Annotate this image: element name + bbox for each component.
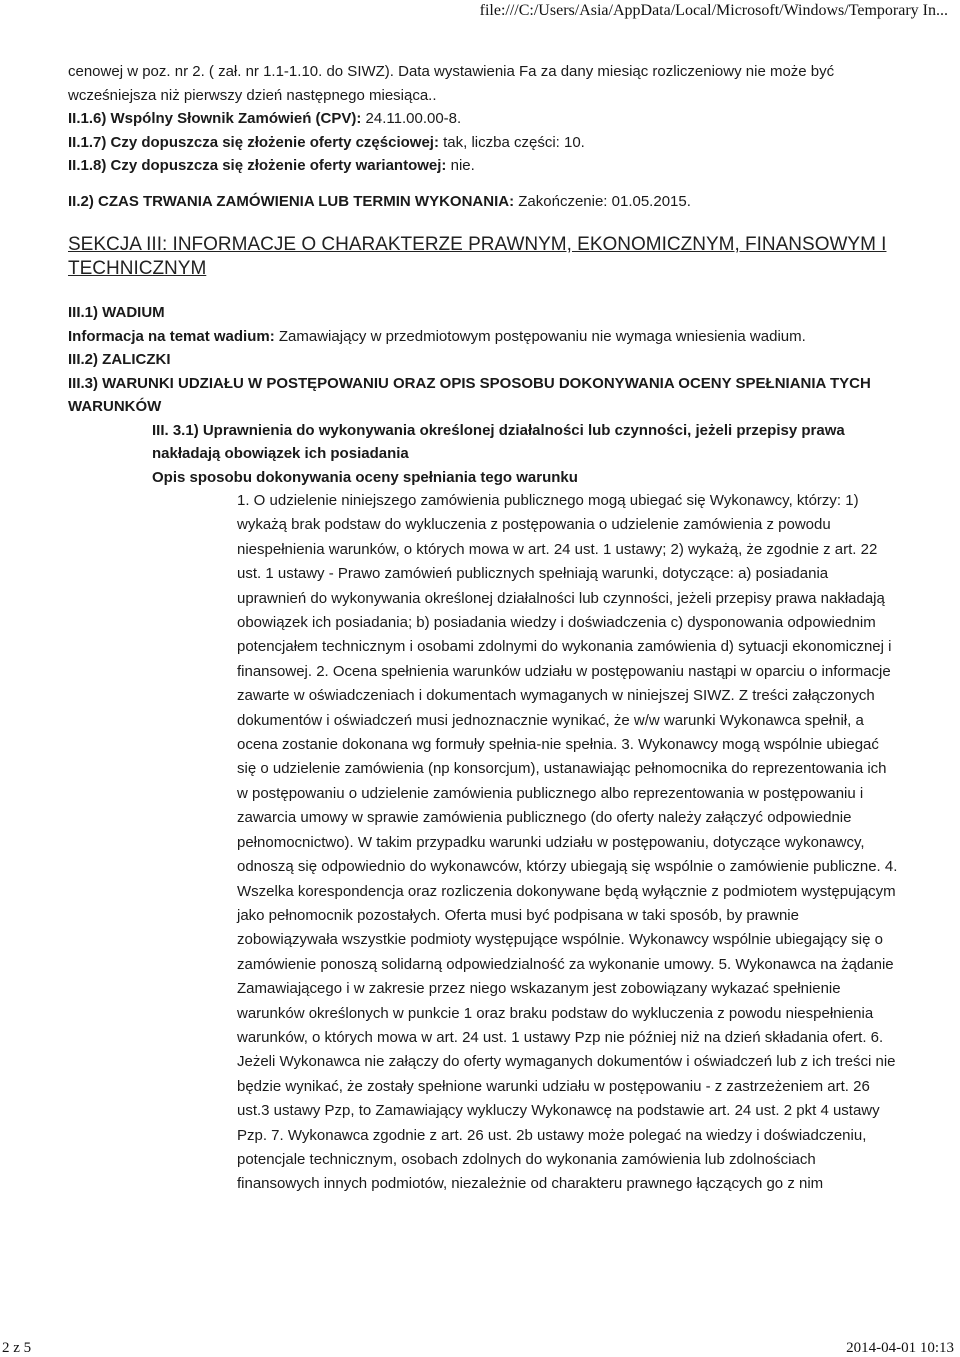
text-line: wcześniejsza niż pierwszy dzień następnego miesiąca.. <box>68 86 437 104</box>
variant-offer-label: II.1.8) Czy dopuszcza się złożenie oferty wariantowej: <box>68 157 447 174</box>
duration-label: II.2) CZAS TRWANIA ZAMÓWIENIA LUB TERMIN WYKONANIA: <box>68 192 515 210</box>
partial-offer-line <box>68 131 898 155</box>
partial-offer-label: II.1.7) Czy dopuszcza się złożenie oferty częściowej: <box>68 133 439 151</box>
print-header-url: file:///C:/Users/Asia/AppData/Local/Microsoft/Windows/Temporary In... <box>479 2 948 19</box>
document-content <box>68 60 898 1197</box>
conditions-body: 1. O udzielenie niniejszego zamówienia publicznego mogą ubiegać się Wykonawcy, którzy: 1) wykażą brak podstaw do wykluczenia z postępowania o udzielenie zamówienia z powodu niespełnienia warunków, o których mowa w art. 24 ust. 1 ustawy; 2) wykażą, że zgodnie z art. 22 ust. 1 ustawy - Prawo zamówień publicznych spełniają warunki, dotyczące: a) posiadania uprawnień do wykonywania określonej działalności lub czynności, jeżeli przepisy prawa nakładają obowiązek ich posiadania; b) posiadania wiedzy i doświadczenia c) dysponowania odpowiednim potencjałem technicznym i osobami zdolnymi do wykonania zamówienia d) sytuacji ekonomicznej i finansowej. 2. Ocena spełnienia warunków udziału w postępowaniu nastąpi w oparciu o informacje zawarte w oświadczeniach i dokumentach wymaganych w niniejszej SIWZ. Z treści załączonych dokumentów i oświadczeń musi jednoznacznie wynikać, że w/w warunki Wykonawca spełnił, a ocena zostanie dokonana wg formuły spełnia-nie spełnia. 3. Wykonawcy mogą wspólnie ubiegać się o udzielenie zamówienia (np konsorcjum), ustanawiając pełnomocnika do reprezentowania ich w postępowaniu o udzielenie zamówienia publicznego albo reprezentowania w postępowaniu i zawarcia umowy w sprawie zamówienia publicznego (do oferty należy załączyć odpowiednie pełnomocnictwo). W takim przypadku warunki udziału w postępowaniu, dotyczące wykonawcy, odnoszą się odpowiednio do wykonawców, którzy ubiegają się wspólnie o zamówienie publiczne. 4. Wszelka korespondencja oraz rozliczenia dokonywane będą wyłącznie z podmiotem występującym jako pełnomocnik pozostałych. Oferta musi być podpisana w taki sposób, by prawnie zobowiązywała wszystkie podmioty występujące wspólnie. Wykonawcy wspólnie ubiegający się o zamówienie ponoszą solidarną odpowiedzialność za wykonanie umowy. 5. Wykonawca na żądanie Zamawiającego i w zakresie przez niego wskazanym jest zobowiązany wykazać spełnienie warunków określonych w punkcie 1 oraz braku podstaw do wykluczenia z powodu niespełnienia warunków, o których mowa w art. 24 ust. 1 ustawy Pzp nie później niż na dzień składania ofert. 6. Jeżeli Wykonawca nie załączy do oferty wymaganych dokumentów i oświadczeń lub z ich treści nie będzie wynikać, że zostały spełnione warunki udziału w postępowaniu - z zastrzeżeniem art. 26 ust.3 ustawy Pzp, to Zamawiający wykluczy Wykonawcę na podstawie art. 24 ust. 2 pkt 4 ustawy Pzp. 7. Wykonawca zgodnie z art. 26 ust. 2b ustawy może polegać na wiedzy i doświadczeniu, potencjale technicznym, osobach zdolnych do wykonania zamówienia lub zdolnościach finansowych innych podmiotów, niezależnie od charakteru prawnego łączących go z nim <box>237 492 898 1193</box>
wadium-value: Zamawiający w przedmiotowym postępowaniu nie wymaga wniesienia wadium. <box>274 327 806 345</box>
wadium-label: Informacja na temat wadium: <box>68 327 275 345</box>
duration-value: Zakończenie: 01.05.2015. <box>514 192 691 210</box>
wadium-line <box>68 325 898 349</box>
text-line: cenowej w poz. nr 2. ( zał. nr 1.1-1.10. do SIWZ). Data wystawienia Fa za dany miesiąc rozliczeniowy nie może być <box>68 63 835 80</box>
zaliczki-heading: III.2) ZALICZKI <box>68 351 171 368</box>
cpv-value: 24.11.00.00-8. <box>361 110 462 127</box>
opis-heading: Opis sposobu dokonywania oceny spełniania tego warunku <box>152 468 578 486</box>
section-heading: SEKCJA III: INFORMACJE O CHARAKTERZE PRAWNYM, EKONOMICZNYM, FINANSOWYM I TECHNICZNYM <box>68 234 887 279</box>
partial-offer-value: tak, liczba części: 10. <box>438 133 585 151</box>
page-number: 2 z 5 <box>2 1340 32 1356</box>
variant-offer-line <box>68 154 898 178</box>
cpv-line <box>68 107 898 131</box>
duration-line <box>68 190 898 214</box>
warunki-heading: III.3) WARUNKI UDZIAŁU W POSTĘPOWANIU ORAZ OPIS SPOSOBU DOKONYWANIA OCENY SPEŁNIANIA TYCH WARUNKÓW <box>68 374 871 415</box>
uprawnienia-heading: III. 3.1) Uprawnienia do wykonywania określonej działalności lub czynności, jeżeli przepisy prawa nakładają obowiązek ich posiadania <box>152 421 845 462</box>
variant-offer-value: nie. <box>446 157 475 174</box>
wadium-heading: III.1) WADIUM <box>68 304 165 321</box>
print-timestamp: 2014-04-01 10:13 <box>846 1340 954 1356</box>
cpv-label: II.1.6) Wspólny Słownik Zamówień (CPV): <box>68 110 362 127</box>
